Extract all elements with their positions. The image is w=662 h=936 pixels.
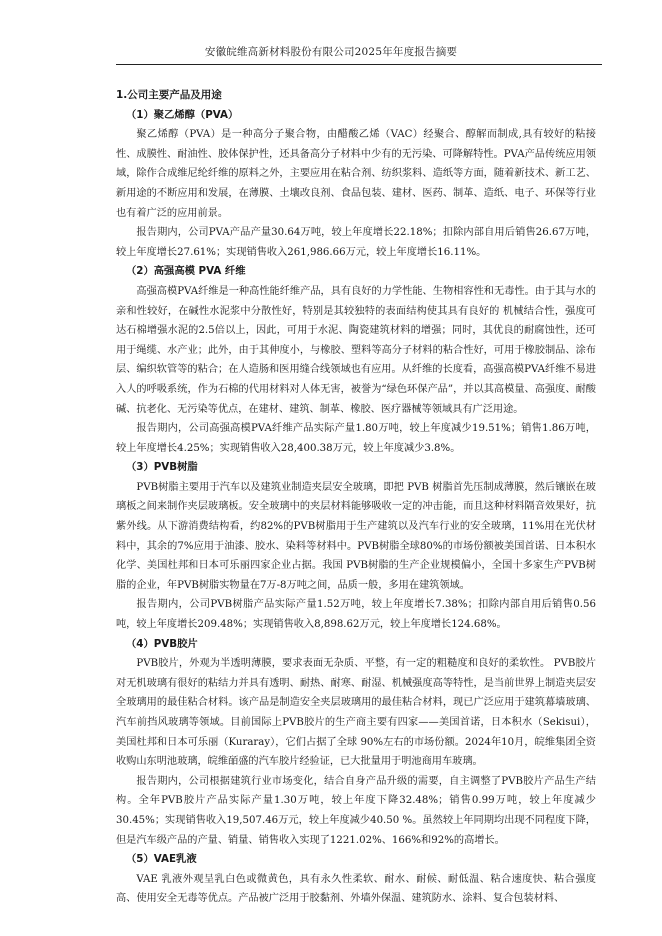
section-title: 1.公司主要产品及用途 <box>116 89 222 101</box>
product-heading-pva-fiber: （2）高强高模 PVA 纤维 <box>126 265 246 278</box>
product-heading-pvb-resin: （3）PVB树脂 <box>126 461 198 474</box>
pvb-resin-report-period: 报告期内，公司PVB树脂产品实际产量1.52万吨，较上年度增长7.38%；扣除内部自用后销售0.56吨，较上年度增长209.48%；实现销售收入8,898.62万元，较上年度增长124.68%。 <box>116 599 596 631</box>
pva-report-period: 报告期内，公司PVA产品产量30.64万吨，较上年度增长22.18%；扣除内部自用后销售26.67万吨，较上年度增长27.61%；实现销售收入261,986.66万元，较上年度增长16.11%。 <box>116 227 596 258</box>
pva-fiber-description: 高强高模PVA纤维是一种高性能纤维产品，具有良好的力学性能、生物相容性和无毒性。由于其与水的亲和性较好，在碱性水泥浆中分散性好，特别是其较独特的表面结构使其具有良好的 机械结合性，强度可达石棉增强水泥的2.5倍以上，因此，可用于水泥、陶瓷建筑材料的增强；同时，其优良的耐腐蚀性，还可用于绳缆、水产业；此外，由于其伸度小，与橡胶、塑料等高分子材料的粘合性好，可用于橡胶制品、涂布层、编织软管等的粘合；在人造肠和医用缝合线领域也有应用。从纤维的长度看，高强高模PVA纤维不易进入人的呼吸系统，作为石棉的代用材料对人体无害，被誉为“绿色环保产品”，并以其高模量、高强度、耐酸碱、抗老化、无污染等优点，在建材、建筑、制革、橡胶、医疗器械等领域具有广泛用途。 <box>116 285 596 415</box>
page-header: 安徽皖维高新材料股份有限公司2025年年度报告摘要 <box>204 46 458 58</box>
pvb-film-description: PVB胶片，外观为半透明薄膜，要求表面无杂质、平整，有一定的粗糙度和良好的柔软性。 PVB胶片对无机玻璃有很好的粘结力并具有透明、耐热、耐寒、耐湿、机械强度高等特性，是当前世界上制造夹层安全玻璃用的最佳粘合材料。该产品是制造安全夹层玻璃用的最佳粘合材料，现已广泛应用于建筑幕墙玻璃、汽车前挡风玻璃等领域。目前国际上PVB胶片的生产商主要有四家——美国首诺，日本积水（Sekisui），美国杜邦和日本可乐丽（Kuraray），它们占据了全球 90%左右的市场份额。2024年10月，皖维集团全资收购山东明池玻璃，皖维皕盛的汽车胶片经验证，已大批量用于明池商用车玻璃。 <box>116 658 596 768</box>
pva-description: 聚乙烯醇（PVA）是一种高分子聚合物，由醋酸乙烯（VAC）经聚合、醇解而制成,具有较好的粘接性、成膜性、耐油性、胶体保护性，还具备高分子材料中少有的无污染、可降解特性。PVA产品传统应用领域，除作合成维尼纶纤维的原料之外，主要应用在粘合剂、纺织浆料、造纸等方面，随着新技术、新工艺、新用途的不断应用和发展，在薄膜、土壤改良剂、食品包装、建材、医药、制革、造纸、电子、环保等行业也有着广泛的应用前景。 <box>116 129 596 219</box>
pvb-resin-description: PVB树脂主要用于汽车以及建筑业制造夹层安全玻璃，即把 PVB 树脂首先压制成薄膜，然后镶嵌在玻璃板之间来制作夹层玻璃板。安全玻璃中的夹层材料能够吸收一定的冲击能，而且这种材料隔音效果好，抗紫外线。从下游消费结构看，约82%的PVB树脂用于生产建筑以及汽车行业的安全玻璃，11%用在光伏材料中，其余的7%应用于油漆、胶水、染料等材料中。PVB树脂全球80%的市场份额被美国首诺、日本积水化学、美国杜邦和日本可乐丽四家企业占据。我国 PVB树脂的生产企业规模偏小，全国十多家生产PVB树脂的企业，年PVB树脂实物量在7万-8万吨之间，品质一般，多用在建筑领域。 <box>116 481 596 591</box>
product-heading-pvb-film: （4）PVB胶片 <box>126 637 198 650</box>
pvb-film-report-period: 报告期内，公司根据建筑行业市场变化，结合自身产品升级的需要，自主调整了PVB胶片产品生产结构。全年PVB胶片产品实际产量1.30万吨，较上年度下降32.48%；销售0.99万吨，较上年度减少30.45%；实现销售收入19,507.46万元，较上年度减少40.50 %。虽然较上年同期均出现不同程度下降，但是汽车级产品的产量、销量、销售收入实现了1221.02%、166%和92%的高增长。 <box>116 775 596 846</box>
header-divider <box>116 64 602 65</box>
product-heading-pva: （1）聚乙烯醇（PVA） <box>126 108 239 121</box>
vae-description: VAE 乳液外观呈乳白色或微黄色，具有永久性柔软、耐水、耐候、耐低温、粘合速度快、粘合强度高、使用安全无毒等优点。产品被广泛用于胶黏剂、外墙外保温、建筑防水、涂料、复合包装材料、 <box>116 873 596 905</box>
report-body <box>116 86 596 909</box>
pva-fiber-report-period: 报告期内，公司高强高模PVA纤维产品实际产量1.80万吨，较上年度减少19.51%；销售1.86万吨，较上年度增长4.25%；实现销售收入28,400.38万元，较上年度减少3.8%。 <box>116 423 596 454</box>
product-heading-vae: （5）VAE乳液 <box>126 853 197 866</box>
